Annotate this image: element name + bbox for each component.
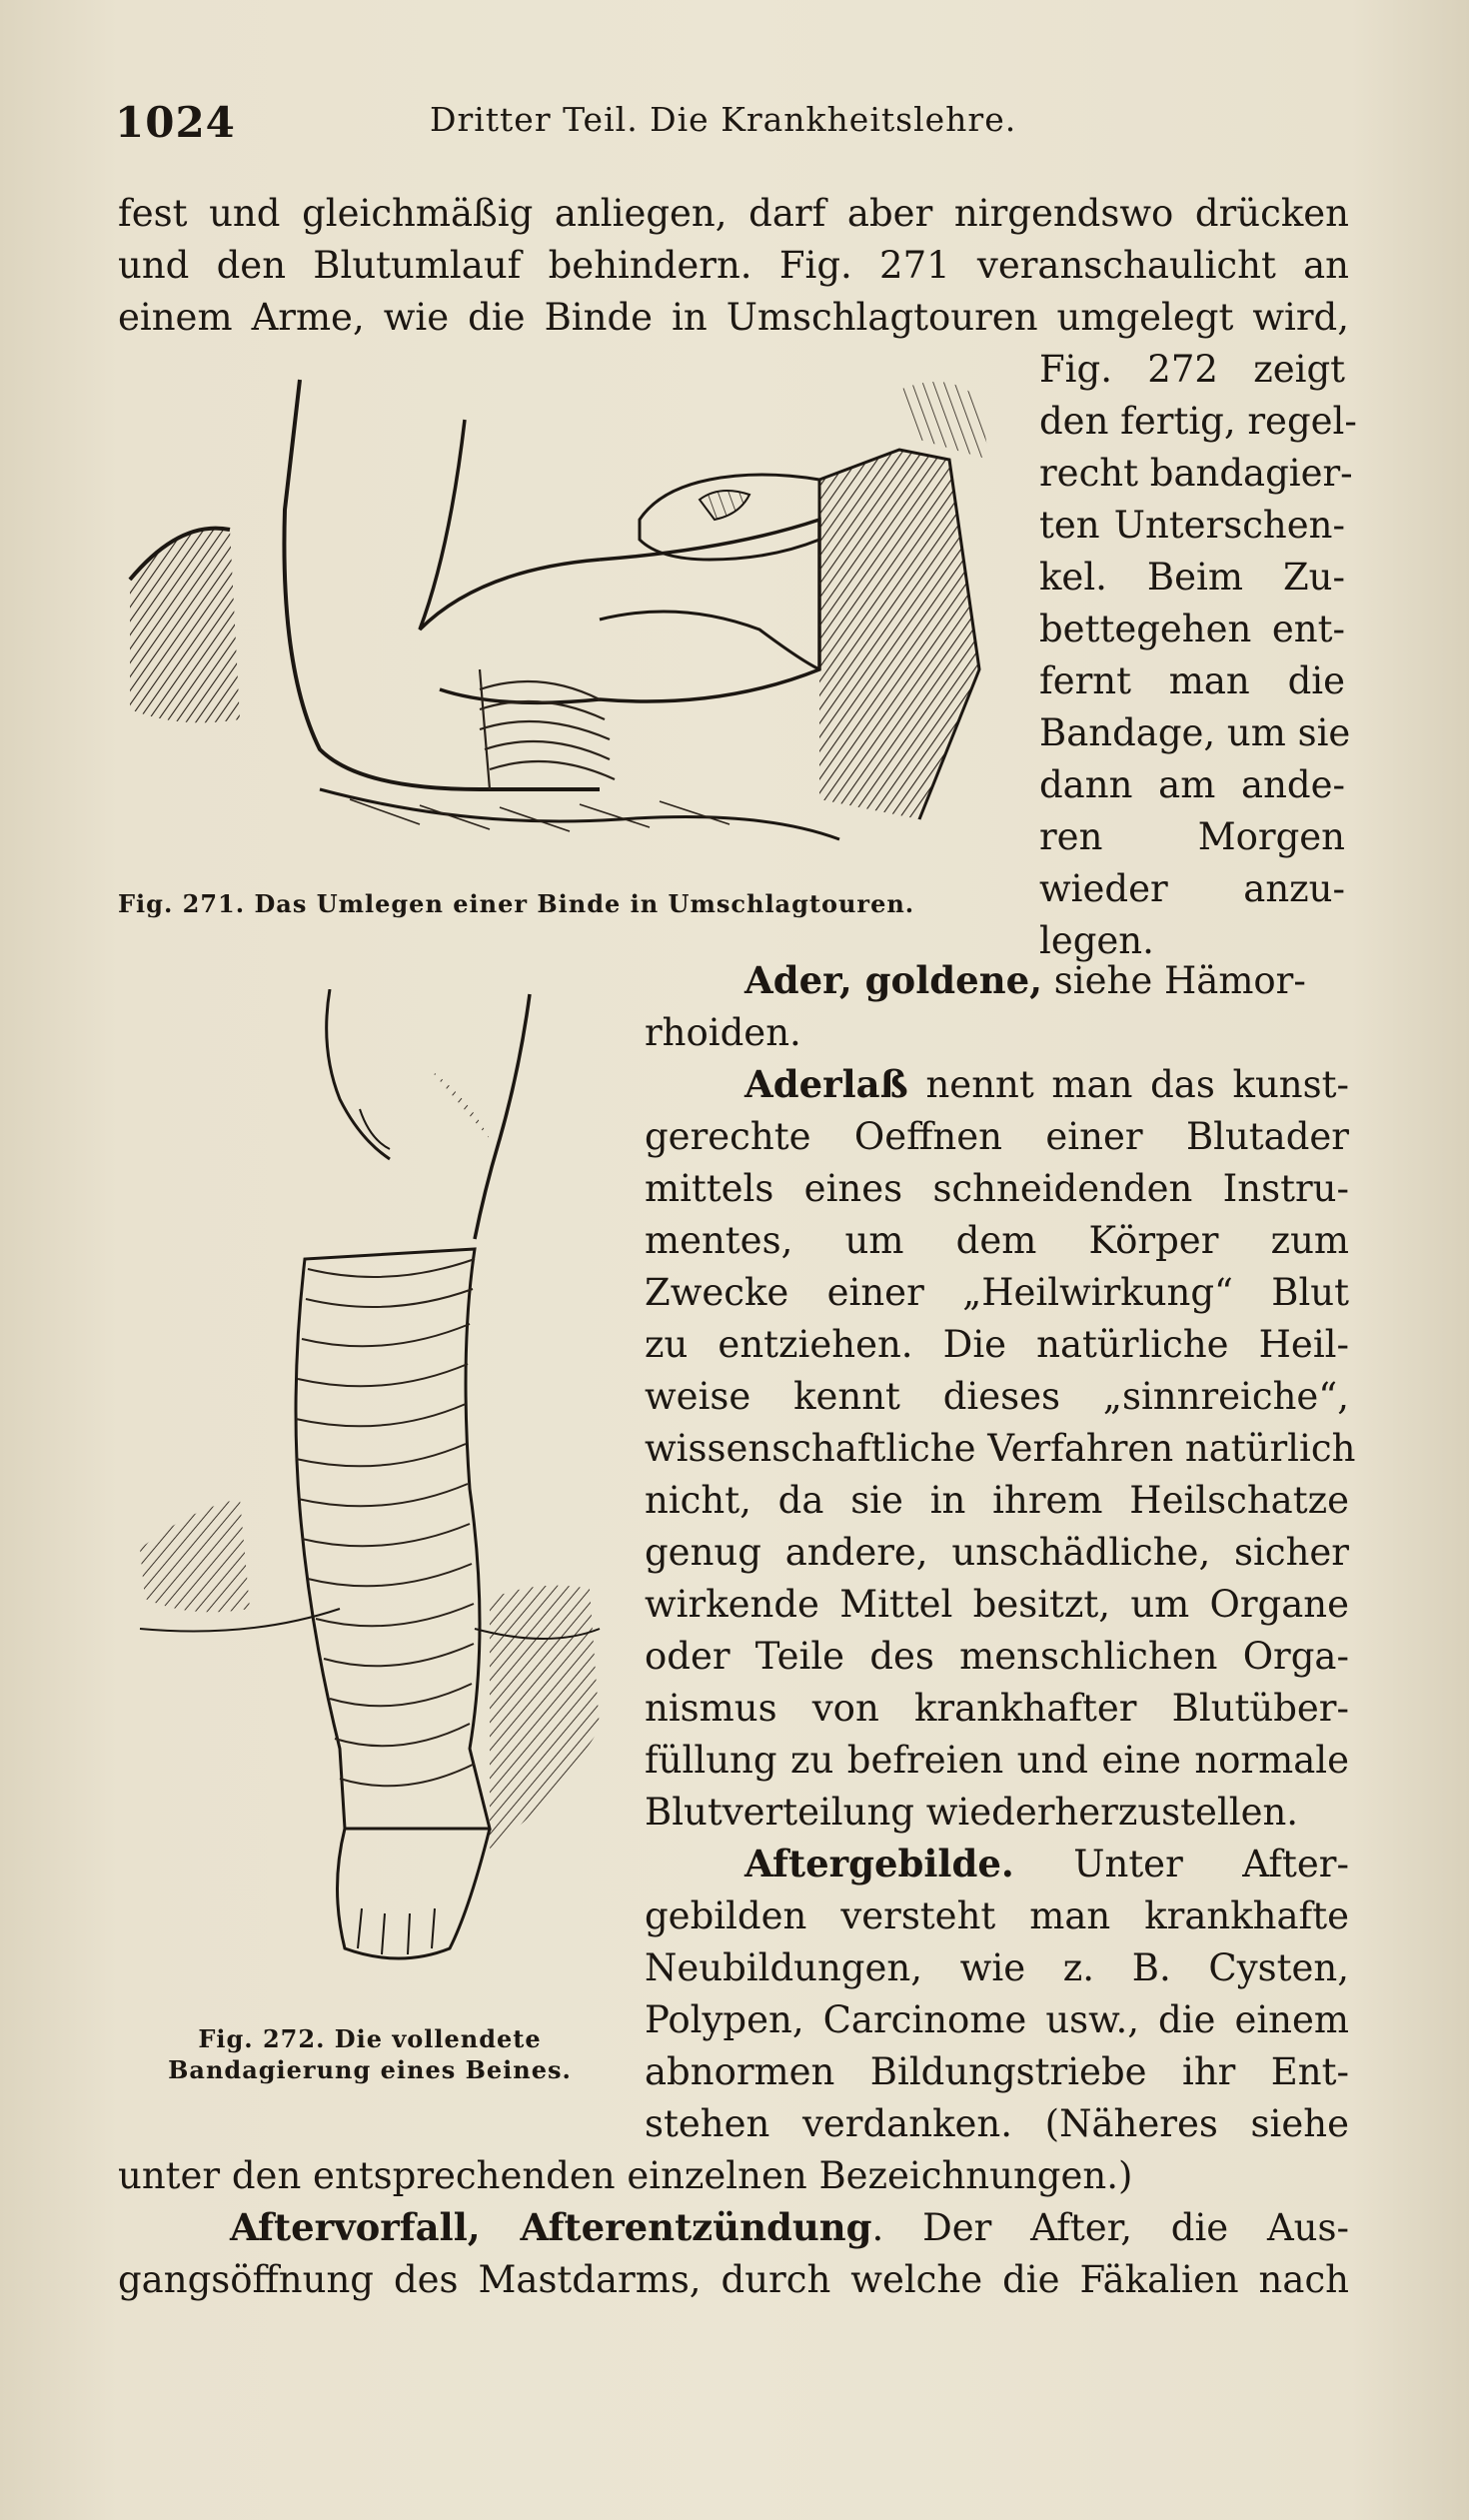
text-line: zu entziehen. Die natürliche Heil- xyxy=(645,1323,1349,1366)
text-line: Fig. 272 zeigt xyxy=(1039,348,1345,391)
text-line: den fertig, regel- xyxy=(1039,400,1357,443)
entry-aderlass: Aderlaß nennt man das kunst- xyxy=(744,1062,1349,1106)
text-line: weise kennt dieses „sinnreiche“, xyxy=(645,1375,1349,1418)
text-line: gerechte Oeffnen einer Blutader xyxy=(645,1115,1349,1158)
text-line: stehen verdanken. (Näheres siehe xyxy=(645,2102,1349,2145)
text-line: gebilden versteht man krankhafte xyxy=(645,1894,1349,1937)
text-line: fest und gleichmäßig anliegen, darf aber nirgendswo drücken xyxy=(118,192,1349,235)
text-line: wirkende Mittel besitzt, um Organe xyxy=(645,1583,1349,1626)
text-line: genug andere, unschädliche, sicher xyxy=(645,1531,1349,1574)
text-line: Polypen, Carcinome usw., die einem xyxy=(645,1998,1349,2041)
entry-ader: Ader, goldene, siehe Hämor- xyxy=(744,958,1306,1002)
text-line: bettegehen ent- xyxy=(1039,608,1345,650)
text-line: wieder anzu- xyxy=(1039,867,1345,910)
headword: Aftervorfall, Afterentzündung xyxy=(230,2205,872,2249)
entry-aftervorfall: Aftervorfall, Afterentzündung. Der After, die Aus- xyxy=(230,2205,1350,2249)
text-line: ren Morgen xyxy=(1039,815,1345,858)
text-line: unter den entsprechenden einzelnen Bezeichnungen.) xyxy=(118,2154,1133,2197)
text-line: kel. Beim Zu- xyxy=(1039,556,1345,599)
text-line: abnormen Bildungstriebe ihr Ent- xyxy=(645,2050,1349,2093)
text-line: Zwecke einer „Heilwirkung“ Blut xyxy=(645,1271,1349,1314)
text-line: fernt man die xyxy=(1039,659,1345,702)
bandaging-arm-illustration xyxy=(120,370,1019,869)
text-line: füllung zu befreien und eine normale xyxy=(645,1739,1349,1782)
text-line: rhoiden. xyxy=(645,1011,801,1054)
text-line: legen. xyxy=(1039,919,1154,962)
bandaged-leg-illustration xyxy=(130,989,610,1988)
text-line: Blutverteilung wiederherzustellen. xyxy=(645,1791,1299,1834)
text-line: gangsöffnung des Mastdarms, durch welche die Fäkalien nach xyxy=(118,2258,1349,2301)
text-line: recht bandagier- xyxy=(1039,452,1353,495)
text-line: mittels eines schneidenden Instru- xyxy=(645,1167,1349,1210)
text-line: dann am ande- xyxy=(1039,763,1345,806)
text-line: einem Arme, wie die Binde in Umschlagtouren umgelegt wird, xyxy=(118,296,1349,339)
figure-caption: Fig. 271. Das Umlegen einer Binde in Umschlagtouren. xyxy=(118,889,915,918)
text-line: oder Teile des menschlichen Orga- xyxy=(645,1635,1349,1678)
text-line: ten Unterschen- xyxy=(1039,504,1345,547)
text-line: wissenschaftliche Verfahren natürlich xyxy=(645,1427,1356,1470)
text-line: Neubildungen, wie z. B. Cysten, xyxy=(645,1946,1349,1989)
running-head: Dritter Teil. Die Krankheitslehre. xyxy=(430,100,1017,139)
headword: Aderlaß xyxy=(744,1062,908,1106)
page-number: 1024 xyxy=(115,98,236,147)
text-line: mentes, um dem Körper zum xyxy=(645,1219,1349,1262)
text-line: nismus von krankhafter Blutüber- xyxy=(645,1687,1349,1730)
text-line: Bandage, um sie xyxy=(1039,711,1351,754)
headword: Ader, goldene, xyxy=(744,958,1043,1002)
figure-caption: Fig. 272. Die vollendete Bandagierung eines Beines. xyxy=(168,2024,572,2085)
text-line: und den Blutumlauf behindern. Fig. 271 veranschaulicht an xyxy=(118,244,1349,287)
entry-aftergebilde: Aftergebilde. Unter After- xyxy=(744,1842,1349,1886)
headword: Aftergebilde. xyxy=(744,1842,1014,1886)
text-line: nicht, da sie in ihrem Heilschatze xyxy=(645,1479,1349,1522)
